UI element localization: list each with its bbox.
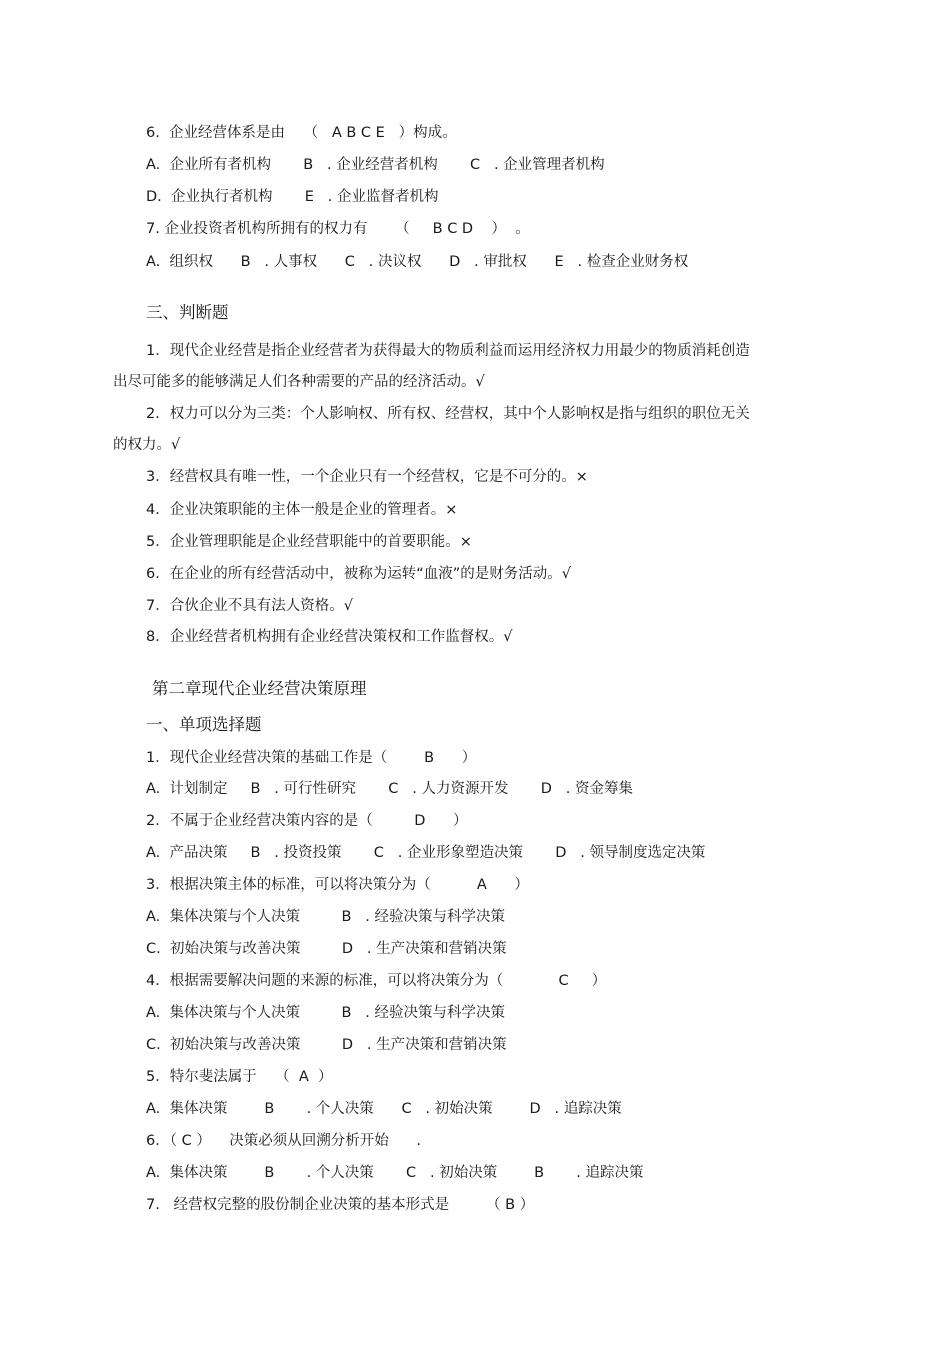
question-line: 1．现代企业经营决策的基础工作是（ B ） — [146, 750, 477, 766]
option-line: A. 集体决策 B . 个人决策 C . 初始决策 D . 追踪决策 — [146, 1101, 622, 1117]
option-line: A. 集体决策 B . 个人决策 C . 初始决策 B . 追踪决策 — [146, 1165, 644, 1181]
option-line: D. 企业执行者机构 E . 企业监督者机构 — [146, 189, 439, 205]
section-heading-judgement: 三、判断题 — [146, 303, 229, 322]
option-line: A. 产品决策 B . 投资投策 C . 企业形象塑造决策 D . 领导制度选定决策 — [146, 845, 706, 861]
statement-line: 2．权力可以分为三类：个人影响权、所有权、经营权，其中个人影响权是指与组织的职位无关 — [146, 406, 750, 422]
statement-line: 8．企业经营者机构拥有企业经营决策权和工作监督权。√ — [146, 629, 513, 645]
statement-line: 出尽可能多的能够满足人们各种需要的产品的经济活动。√ — [113, 374, 485, 390]
question-line: 6．（ C ） 决策必须从回溯分析开始 . — [146, 1133, 422, 1149]
option-line: A. 组织权 B . 人事权 C . 决议权 D . 审批权 E . 检查企业财务权 — [146, 254, 689, 270]
chapter-title: 第二章现代企业经营决策原理 — [152, 679, 367, 698]
section-heading-single-choice: 一、单项选择题 — [146, 715, 262, 734]
option-line: C. 初始决策与改善决策 D . 生产决策和营销决策 — [146, 1037, 507, 1053]
statement-line: 6．在企业的所有经营活动中，被称为运转“血液”的是财务活动。√ — [146, 566, 571, 582]
question-line: 5．特尔斐法属于 （ A ） — [146, 1069, 333, 1085]
statement-line: 3．经营权具有唯一性，一个企业只有一个经营权，它是不可分的。× — [146, 469, 588, 485]
option-line: A. 集体决策与个人决策 B . 经验决策与科学决策 — [146, 909, 505, 925]
option-line: A. 企业所有者机构 B . 企业经营者机构 C . 企业管理者机构 — [146, 157, 605, 173]
question-line: 3．根据决策主体的标准，可以将决策分为（ A ） — [146, 877, 529, 893]
question-line: 2．不属于企业经营决策内容的是（ D ） — [146, 813, 468, 829]
statement-line: 4．企业决策职能的主体一般是企业的管理者。× — [146, 502, 458, 518]
option-line: A. 计划制定 B . 可行性研究 C . 人力资源开发 D . 资金筹集 — [146, 781, 633, 797]
statement-line: 1．现代企业经营是指企业经营者为获得最大的物质利益而运用经济权力用最少的物质消耗创造 — [146, 343, 750, 359]
question-line: 7. 经营权完整的股份制企业决策的基本形式是 （ B ） — [146, 1197, 535, 1213]
question-line: 7. 企业投资者机构所拥有的权力有 （ B C D ） 。 — [146, 221, 530, 237]
question-line: 4．根据需要解决问题的来源的标准，可以将决策分为（ C ） — [146, 973, 607, 989]
option-line: C. 初始决策与改善决策 D . 生产决策和营销决策 — [146, 941, 507, 957]
statement-line: 5．企业管理职能是企业经营职能中的首要职能。× — [146, 534, 472, 550]
statement-line: 的权力。√ — [113, 437, 181, 453]
question-line: 6. 企业经营体系是由 （ A B C E ）构成。 — [146, 125, 457, 141]
statement-line: 7．合伙企业不具有法人资格。√ — [146, 598, 353, 614]
option-line: A. 集体决策与个人决策 B . 经验决策与科学决策 — [146, 1005, 505, 1021]
